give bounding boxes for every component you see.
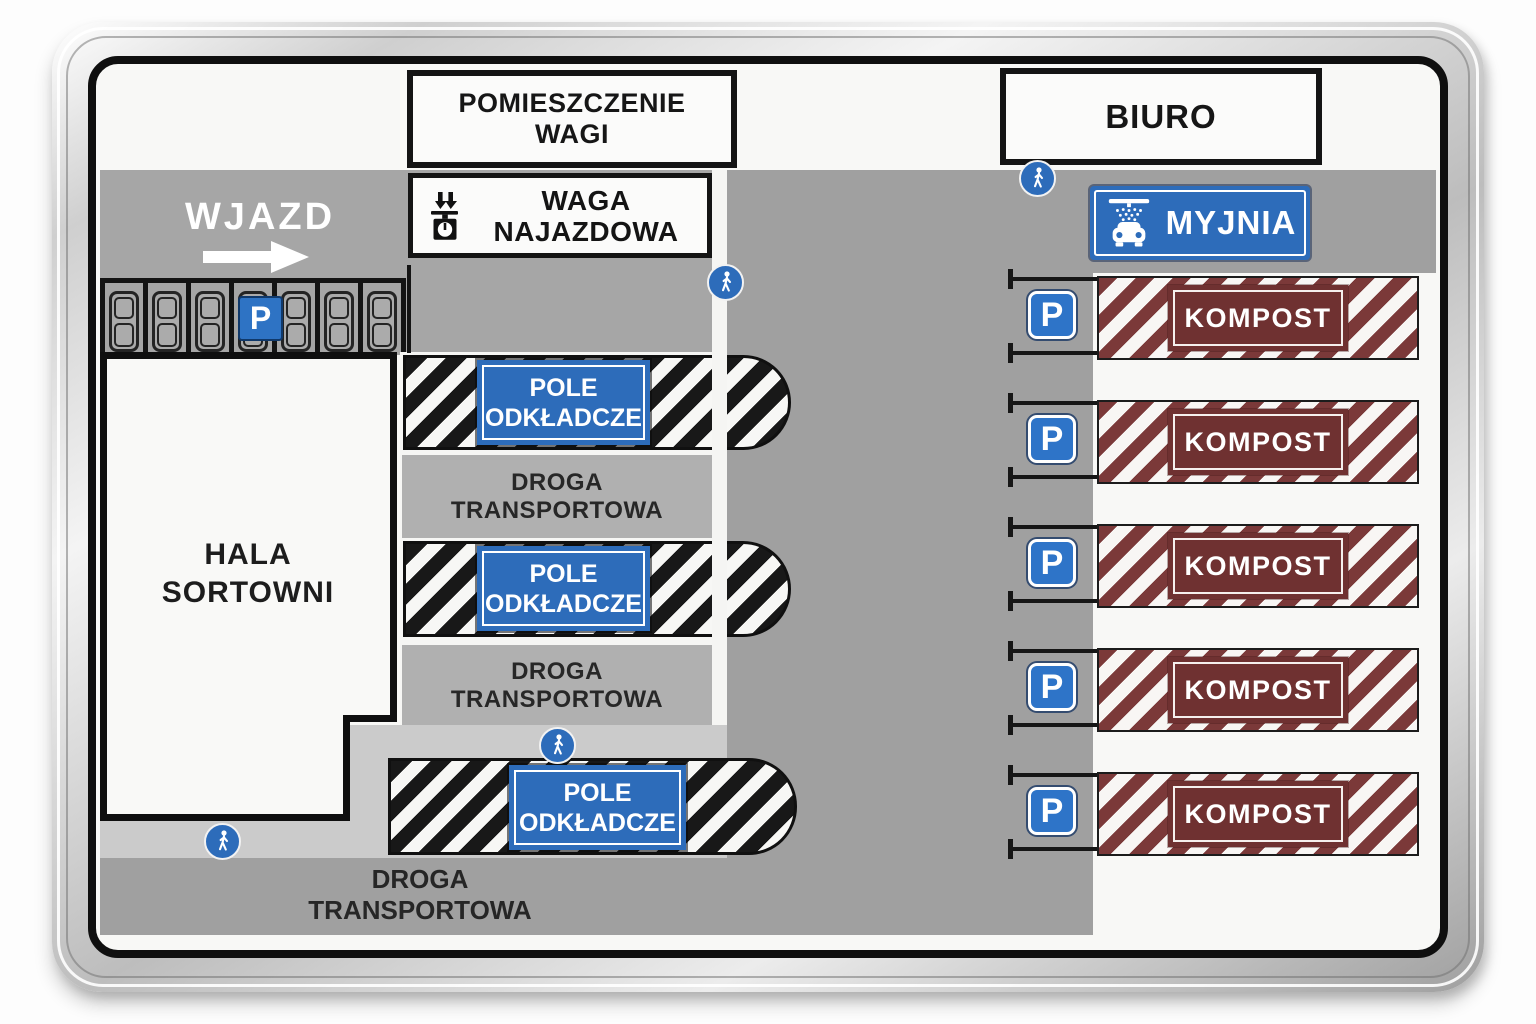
parking-stall [143, 283, 186, 352]
weigh-room-line1: POMIESZCZENIE [458, 88, 686, 118]
storage-field-label-2 [482, 551, 645, 626]
bay-divider-tick [1008, 517, 1013, 537]
pole-line2: ODKŁADCZE [519, 808, 676, 837]
carwash-label: MYJNIA [1165, 204, 1297, 241]
parking-icon [1028, 415, 1076, 463]
car-icon [195, 291, 225, 352]
transport-road-2 [402, 645, 712, 727]
bay-divider [1012, 599, 1097, 603]
bay-divider [1012, 277, 1097, 281]
parking-stall [100, 283, 143, 352]
p-letter: P [1040, 667, 1064, 706]
kompost-label: KOMPOST [1173, 786, 1343, 842]
hala-line1: HALA [204, 538, 292, 571]
p-letter: P [1040, 419, 1064, 458]
pedestrian-icon [204, 823, 241, 860]
office-label: BIURO [1105, 98, 1217, 135]
kompost-bay-2 [1097, 400, 1419, 484]
p-letter: P [249, 300, 272, 336]
storage-field-label-3 [514, 770, 681, 845]
p-letter: P [1040, 791, 1064, 830]
pole-line2: ODKŁADCZE [485, 403, 642, 432]
bay-divider-tick [1008, 765, 1013, 785]
weighbridge-sign [408, 173, 712, 258]
road-label-line1: DROGA [511, 658, 603, 685]
kompost-bay-4 [1097, 648, 1419, 732]
car-icon [281, 291, 311, 352]
entrance-label: WJAZD [184, 196, 336, 238]
waga-line2: NAJAZDOWA [493, 215, 679, 247]
pedestrian-icon [707, 264, 744, 301]
p-letter: P [1040, 295, 1064, 334]
weighbridge-scale-icon [427, 190, 465, 242]
pole-line1: POLE [563, 778, 632, 807]
right-arrow-icon [203, 240, 311, 274]
bay-divider-tick [1008, 715, 1013, 735]
weighbridge-label [465, 185, 707, 247]
pedestrian-path [712, 170, 727, 737]
bottom-road-area [100, 858, 1093, 935]
parking-stall [358, 283, 406, 352]
storage-field-label-1 [482, 365, 645, 440]
road-label-line1: DROGA [511, 468, 603, 496]
parking-stall [315, 283, 358, 352]
bay-divider-tick [1008, 641, 1013, 661]
bay-divider [1012, 475, 1097, 479]
kompost-bay-5 [1097, 772, 1419, 856]
transport-road-3-label [285, 864, 555, 926]
car-icon [367, 291, 397, 352]
road-label-line2: TRANSPORTOWA [450, 496, 664, 524]
bay-divider-tick [1008, 343, 1013, 363]
hala-line2: SORTOWNI [161, 576, 335, 609]
parking-icon [1028, 539, 1076, 587]
bay-divider [1012, 723, 1097, 727]
pole-line1: POLE [529, 559, 598, 588]
weigh-room-line2: WAGI [535, 119, 609, 149]
bay-divider [1012, 773, 1097, 777]
kompost-bay-3 [1097, 524, 1419, 608]
road-label-line2: TRANSPORTOWA [450, 686, 664, 713]
bay-divider-tick [1008, 393, 1013, 413]
pedestrian-icon [1019, 160, 1056, 197]
weigh-room-title-box [407, 70, 737, 168]
bay-divider [1012, 401, 1097, 405]
bay-divider [1012, 525, 1097, 529]
bay-divider [1012, 351, 1097, 355]
parking-stall [186, 283, 229, 352]
parking-icon [1028, 663, 1076, 711]
bay-divider-tick [1008, 467, 1013, 487]
bay-divider-tick [1008, 269, 1013, 289]
parking-icon [238, 296, 283, 341]
road-label-line1: DROGA [371, 864, 469, 894]
bay-divider-tick [1008, 839, 1013, 859]
car-icon [152, 291, 182, 352]
lane-divider-line [407, 265, 411, 353]
pole-line1: POLE [529, 373, 598, 402]
car-wash-icon [1104, 197, 1154, 249]
kompost-label: KOMPOST [1173, 290, 1343, 346]
transport-road-1 [402, 455, 712, 538]
road-label-line2: TRANSPORTOWA [308, 895, 532, 925]
kompost-label: KOMPOST [1173, 414, 1343, 470]
bay-divider [1012, 649, 1097, 653]
car-icon [109, 291, 139, 352]
car-icon [324, 291, 354, 352]
pedestrian-icon [539, 727, 576, 764]
kompost-label: KOMPOST [1173, 662, 1343, 718]
p-letter: P [1040, 543, 1064, 582]
office-title-box [1000, 68, 1322, 165]
carwash-sign [1090, 186, 1310, 260]
bay-divider-tick [1008, 591, 1013, 611]
sorting-hall-label [128, 536, 368, 612]
parking-icon [1028, 291, 1076, 339]
pole-line2: ODKŁADCZE [485, 589, 642, 618]
waga-line1: WAGA [541, 184, 631, 216]
kompost-bay-1 [1097, 276, 1419, 360]
bay-divider [1012, 847, 1097, 851]
kompost-label: KOMPOST [1173, 538, 1343, 594]
parking-icon [1028, 787, 1076, 835]
